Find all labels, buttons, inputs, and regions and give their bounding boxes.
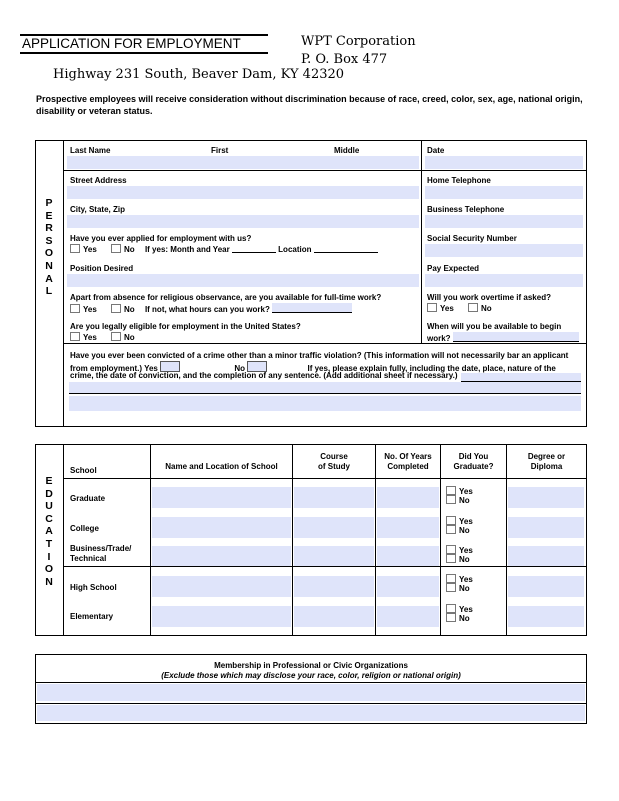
applied-no-checkbox[interactable] (111, 244, 121, 253)
college-no-checkbox[interactable] (446, 525, 456, 534)
graduate-course-field[interactable] (294, 487, 374, 508)
applied-yes-label: Yes (83, 245, 97, 254)
elementary-yes-label: Yes (459, 605, 473, 614)
company-po-box: P. O. Box 477 (301, 52, 388, 67)
home-telephone-field[interactable] (425, 186, 583, 199)
high-school-yes-label: Yes (459, 575, 473, 584)
education-letter: E (45, 475, 53, 487)
month-year-field[interactable] (232, 244, 276, 253)
elementary-name-location-field[interactable] (152, 606, 291, 627)
high-school-no-checkbox[interactable] (446, 583, 456, 592)
applied-location-label: Location (278, 245, 312, 254)
col-degree-header-line2: Diploma (530, 462, 563, 471)
crime-no-label: No (234, 364, 246, 373)
elementary-course-field[interactable] (294, 606, 374, 627)
crime-explain-field-3[interactable] (69, 396, 581, 411)
personal-letter: P (45, 197, 53, 209)
col-course-header-line1: Course (320, 452, 348, 461)
full-time-no-checkbox[interactable] (111, 304, 121, 313)
elementary-yes-checkbox[interactable] (446, 604, 456, 613)
school-row-business-line1: Business/Trade/ (70, 544, 132, 553)
membership-subtitle: (Exclude those which may disclose your race, color, religion or national origin) (161, 671, 461, 680)
if-not-hours-label: If not, what hours can you work? (144, 305, 270, 314)
col-school-header: School (70, 466, 97, 475)
crime-explain-label: If yes, please explain fully, including the date, place, nature of the (307, 364, 556, 373)
education-section (35, 444, 587, 636)
business-no-label: No (459, 555, 470, 564)
college-no-label: No (459, 526, 470, 535)
business-years-field[interactable] (377, 546, 439, 566)
col-degree-header-line1: Degree or (527, 452, 566, 461)
date-field[interactable] (425, 156, 583, 169)
full-time-yes-label: Yes (83, 305, 97, 314)
business-yes-checkbox[interactable] (446, 545, 456, 554)
school-row-high-school: High School (70, 583, 117, 592)
college-degree-field[interactable] (508, 517, 584, 538)
elementary-no-label: No (459, 614, 470, 623)
school-row-college: College (70, 524, 99, 533)
company-name: WPT Corporation (301, 34, 416, 49)
col-graduate-header-line1: Did You (458, 452, 489, 461)
applied-location-field[interactable] (314, 244, 378, 253)
home-telephone-label: Home Telephone (427, 176, 491, 185)
membership-section (35, 654, 587, 724)
hours-field[interactable] (272, 303, 352, 313)
crime-question-line2: from employment.) Yes (70, 364, 158, 373)
college-years-field[interactable] (377, 517, 439, 538)
education-letter: A (45, 525, 53, 538)
last-name-label: Last Name (70, 146, 111, 155)
name-field[interactable] (67, 156, 419, 169)
business-telephone-label: Business Telephone (427, 205, 505, 214)
school-row-business (70, 544, 131, 564)
overtime-no-checkbox[interactable] (468, 303, 478, 312)
personal-letter: O (44, 247, 54, 260)
col-years-header-line1: No. Of Years (384, 452, 432, 461)
city-state-zip-label: City, State, Zip (70, 205, 125, 214)
street-address-label: Street Address (70, 176, 127, 185)
education-letter: I (47, 550, 51, 563)
school-row-graduate: Graduate (70, 494, 106, 503)
graduate-name-location-field[interactable] (152, 487, 291, 508)
col-degree-header (507, 452, 586, 472)
eligible-yes-label: Yes (83, 333, 97, 342)
eligible-yes-checkbox[interactable] (70, 332, 80, 341)
crime-question-line3: crime, the date of conviction, and the completion of any sentence. (Add additional sheet if necessary.) (70, 371, 458, 380)
business-no-checkbox[interactable] (446, 554, 456, 563)
business-degree-field[interactable] (508, 546, 584, 566)
membership-title: Membership in Professional or Civic Organizations (214, 661, 408, 670)
available-question-cont: work? (427, 334, 451, 343)
full-time-no-label: No (124, 305, 135, 314)
graduate-no-label: No (459, 496, 470, 505)
membership-field-1[interactable] (37, 684, 585, 701)
education-letter: T (45, 537, 53, 550)
eligible-no-label: No (124, 333, 135, 342)
education-letter: D (45, 487, 53, 500)
high-school-course-field[interactable] (294, 576, 374, 597)
graduate-degree-field[interactable] (508, 487, 584, 508)
high-school-yes-checkbox[interactable] (446, 574, 456, 583)
college-yes-label: Yes (459, 517, 473, 526)
crime-question-line1: Have you ever been convicted of a crime other than a minor traffic violation? (This information will not necessarily bar an applicant (70, 351, 569, 360)
available-question: When will you be available to begin (427, 322, 562, 331)
business-telephone-field[interactable] (425, 215, 583, 228)
eligible-question: Are you legally eligible for employment in the United States? (70, 322, 301, 331)
high-school-years-field[interactable] (377, 576, 439, 597)
business-course-field[interactable] (294, 546, 374, 566)
personal-letter: R (45, 222, 53, 235)
personal-letter: E (45, 209, 53, 222)
business-yes-label: Yes (459, 546, 473, 555)
pay-expected-label: Pay Expected (427, 264, 480, 273)
if-yes-month-year-label: If yes: Month and Year (144, 245, 230, 254)
graduate-yes-checkbox[interactable] (446, 486, 456, 495)
college-name-location-field[interactable] (152, 517, 291, 538)
elementary-years-field[interactable] (377, 606, 439, 627)
form-title: APPLICATION FOR EMPLOYMENT (20, 34, 268, 54)
education-section-label (36, 475, 62, 588)
company-address: Highway 231 South, Beaver Dam, KY 42320 (53, 67, 345, 82)
education-letter: U (45, 500, 53, 513)
col-graduate-header-line2: Graduate? (453, 462, 494, 471)
city-state-zip-field[interactable] (67, 215, 419, 228)
college-course-field[interactable] (294, 517, 374, 538)
personal-letter: A (45, 272, 53, 285)
high-school-degree-field[interactable] (508, 576, 584, 597)
elementary-no-checkbox[interactable] (446, 613, 456, 622)
middle-name-label: Middle (334, 146, 360, 155)
elementary-degree-field[interactable] (508, 606, 584, 627)
ssn-field[interactable] (425, 244, 583, 257)
nondiscrimination-statement: Prospective employees will receive consideration without discrimination because of race, creed, color, sex, age, national origin, disability or veteran status. (36, 94, 583, 116)
business-name-location-field[interactable] (152, 546, 291, 566)
applied-before-question: Have you ever applied for employment with us? (70, 234, 252, 243)
education-letter: N (45, 575, 53, 588)
col-course-header-line2: of Study (318, 462, 350, 471)
personal-letter: L (45, 285, 53, 298)
school-row-business-line2: Technical (70, 554, 107, 563)
applied-yes-checkbox[interactable] (70, 244, 80, 253)
education-letter: O (44, 563, 54, 576)
membership-field-2[interactable] (37, 705, 585, 721)
education-letter: C (45, 512, 53, 525)
school-row-elementary: Elementary (70, 612, 114, 621)
graduate-years-field[interactable] (377, 487, 439, 508)
overtime-yes-label: Yes (440, 304, 454, 313)
date-label: Date (427, 146, 445, 155)
personal-letter: N (45, 259, 53, 272)
graduate-yes-label: Yes (459, 487, 473, 496)
eligible-no-checkbox[interactable] (111, 332, 121, 341)
street-address-field[interactable] (67, 186, 419, 199)
graduate-no-checkbox[interactable] (446, 495, 456, 504)
personal-section (35, 140, 587, 427)
personal-letter: S (45, 234, 53, 247)
college-yes-checkbox[interactable] (446, 516, 456, 525)
first-name-label: First (211, 146, 229, 155)
overtime-question: Will you work overtime if asked? (427, 293, 551, 302)
full-time-yes-checkbox[interactable] (70, 304, 80, 313)
position-desired-field[interactable] (67, 274, 419, 287)
high-school-name-location-field[interactable] (152, 576, 291, 597)
col-name-location-header: Name and Location of School (165, 462, 278, 471)
overtime-no-label: No (481, 304, 492, 313)
col-course-header (293, 452, 375, 472)
full-time-question: Apart from absence for religious observance, are you available for full-time work? (70, 293, 382, 302)
available-date-field[interactable] (453, 332, 579, 342)
crime-explain-field-1[interactable] (461, 373, 581, 382)
col-years-header (376, 452, 440, 472)
crime-explain-field-2[interactable] (69, 382, 581, 393)
position-desired-label: Position Desired (70, 264, 134, 273)
personal-section-label (36, 197, 62, 298)
applied-no-label: No (124, 245, 135, 254)
pay-expected-field[interactable] (425, 274, 583, 287)
col-years-header-line2: Completed (387, 462, 429, 471)
ssn-label: Social Security Number (427, 234, 517, 243)
high-school-no-label: No (459, 584, 470, 593)
overtime-yes-checkbox[interactable] (427, 303, 437, 312)
col-graduate-header (441, 452, 506, 472)
